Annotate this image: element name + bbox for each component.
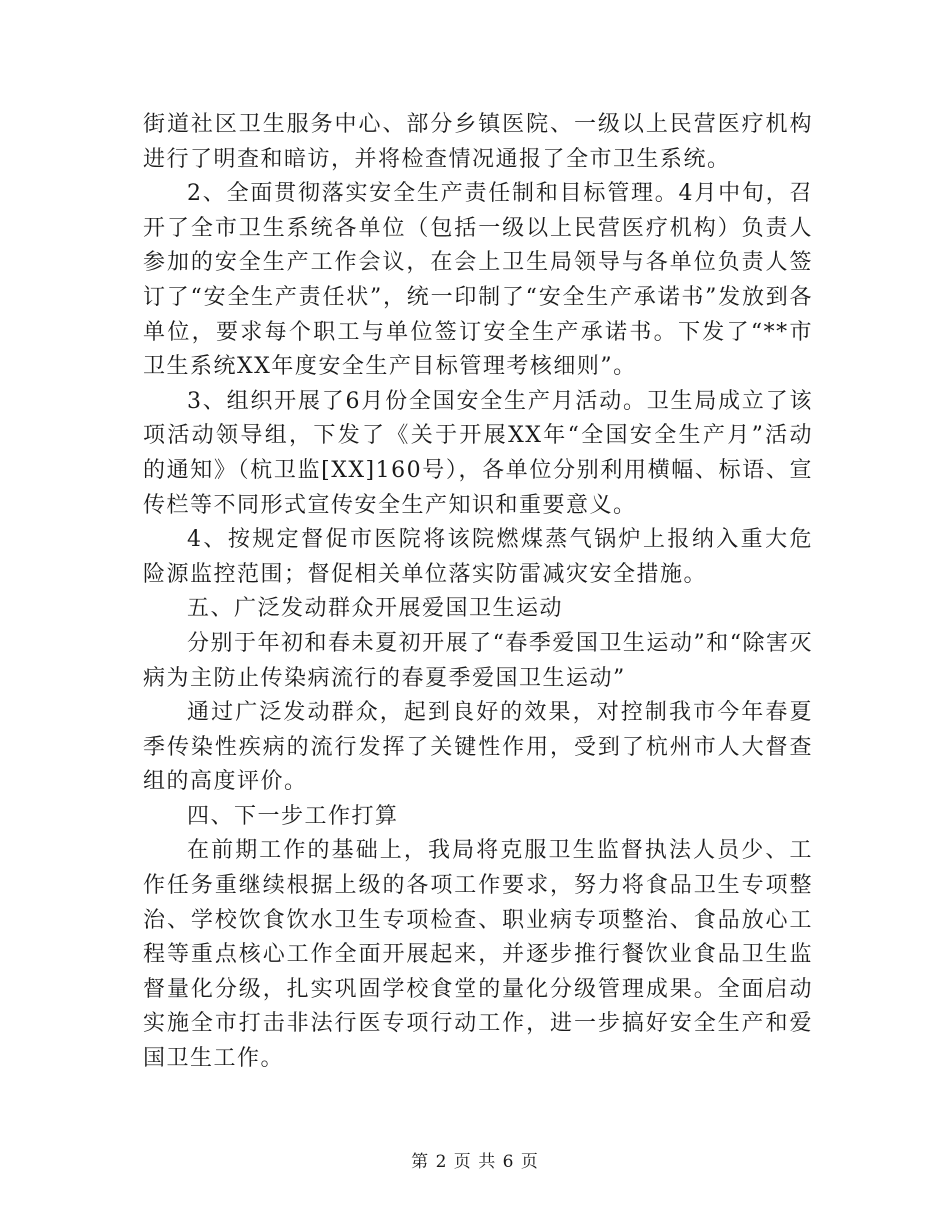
document-body [143,108,813,1077]
paragraph-continuation: 街道社区卫生服务中心、部分乡镇医院、一级以上民营医疗机构进行了明查和暗访，并将检查情况通报了全市卫生系统。 [143,112,813,172]
paragraph-campaign-results: 通过广泛发动群众，起到良好的效果，对控制我市今年春夏季传染性疾病的流行发挥了关键性作用，受到了杭州市人大督查组的高度评价。 [143,700,813,795]
paragraph-item-3-safety-month: 3、组织开展了6月份全国安全生产月活动。卫生局成立了该项活动领导组，下发了《关于开展XX年“全国安全生产月”活动的通知》（杭卫监[XX]160号），各单位分别利用横幅、标语、宣传栏等不同形式宣传安全生产知识和重要意义。 [143,388,813,518]
section-heading-next-steps: 四、下一步工作打算 [187,803,399,829]
paragraph-item-4-hazard-supervision: 4、按规定督促市医院将该院燃煤蒸气锅炉上报纳入重大危险源监控范围；督促相关单位落实防雷减灾安全措施。 [143,527,813,587]
paragraph-item-2-safety-responsibility: 2、全面贯彻落实安全生产责任制和目标管理。4月中旬，召开了全市卫生系统各单位（包括一级以上民营医疗机构）负责人参加的安全生产工作会议，在会上卫生局领导与各单位负责人签订了“安全生产责任状”，统一印制了“安全生产承诺书”发放到各单位，要求每个职工与单位签订安全生产承诺书。下发了“**市卫生系统XX年度安全生产目标管理考核细则”。 [143,181,813,380]
section-heading-patriotic-health: 五、广泛发动群众开展爱国卫生运动 [187,596,564,622]
paragraph-health-campaigns: 分别于年初和春未夏初开展了“春季爱国卫生运动”和“除害灭病为主防止传染病流行的春夏季爱国卫生运动” [143,630,813,691]
page-number-footer: 第 2 页 共 6 页 [411,1152,539,1172]
paragraph-work-plan: 在前期工作的基础上，我局将克服卫生监督执法人员少、工作任务重继续根据上级的各项工作要求，努力将食品卫生专项整治、学校饮食饮水卫生专项检查、职业病专项整治、食品放心工程等重点核心工作全面开展起来，并逐步推行餐饮业食品卫生监督量化分级，扎实巩固学校食堂的量化分级管理成果。全面启动实施全市打击非法行医专项行动工作，进一步搞好安全生产和爱国卫生工作。 [143,838,813,1072]
